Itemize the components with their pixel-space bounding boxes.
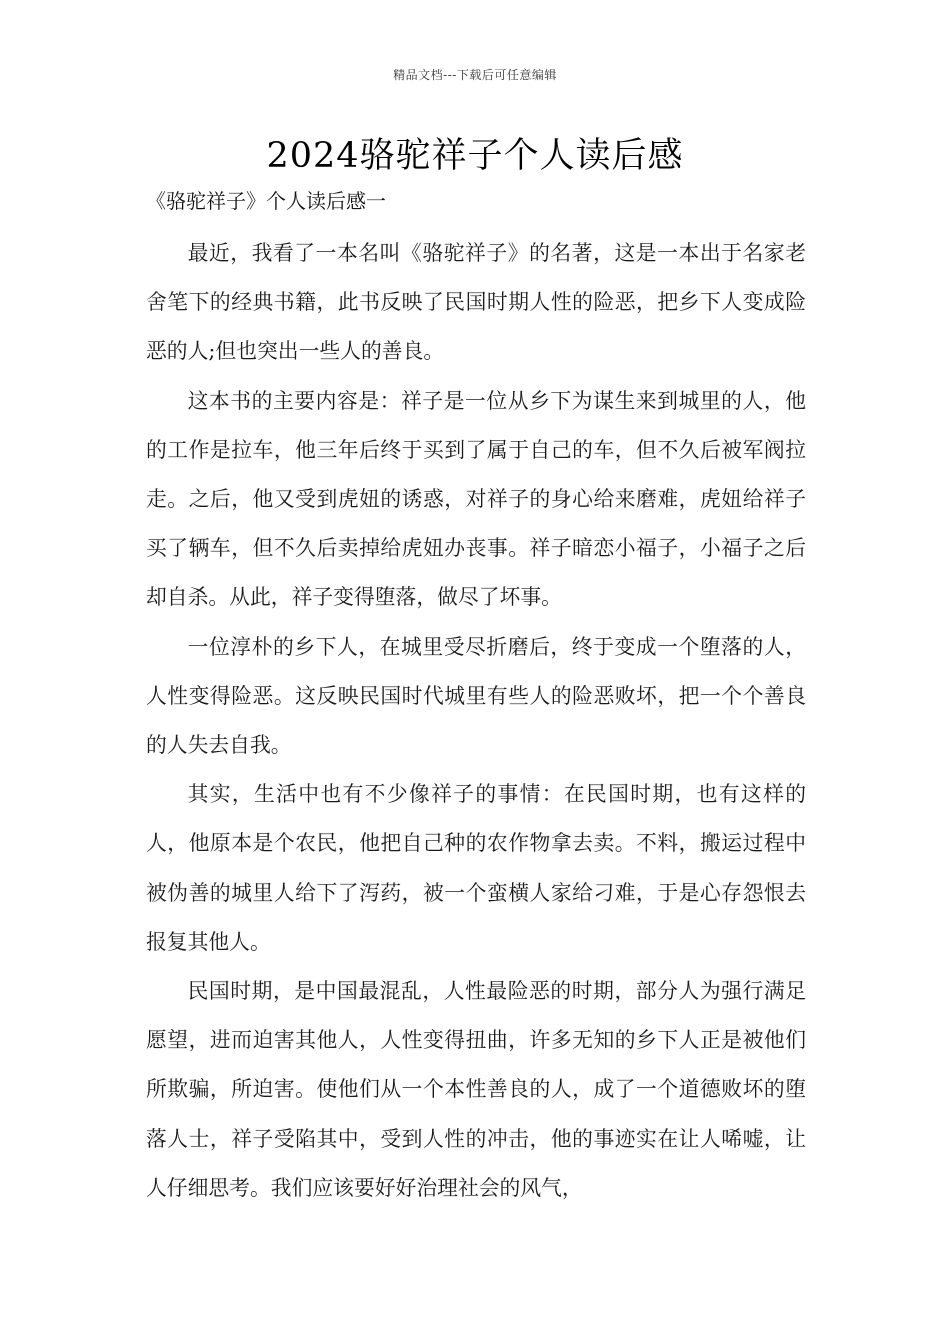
- paragraph-2: 这本书的主要内容是：祥子是一位从乡下为谋生来到城里的人，他的工作是拉车，他三年后终于买到了属于自己的车，但不久后被军阀拉走。之后，他又受到虎妞的诱惑，对祥子的身心给来磨难，虎妞给祥子买了辆车，但不久后卖掉给虎妞办丧事。祥子暗恋小福子，小福子之后却自杀。从此，祥子变得堕落，做尽了坏事。: [146, 388, 806, 610]
- paragraph-3: 一位淳朴的乡下人，在城里受尽折磨后，终于变成一个堕落的人，人性变得险恶。这反映民国时代城里有些人的险恶败坏，把一个个善良的人失去自我。: [146, 634, 806, 758]
- document-title: 2024骆驼祥子个人读后感: [266, 136, 684, 176]
- body-text: [146, 229, 806, 1213]
- header-note: 精品文档---下载后可任意编辑: [393, 68, 557, 82]
- paragraph-1: 最近，我看了一本名叫《骆驼祥子》的名著，这是一本出于名家老舍笔下的经典书籍，此书反映了民国时期人性的险恶，把乡下人变成险恶的人;但也突出一些人的善良。: [146, 241, 806, 364]
- section-subtitle: 《骆驼祥子》个人读后感一: [146, 189, 386, 213]
- paragraph-4: 其实，生活中也有不少像祥子的事情：在民国时期，也有这样的人，他原本是个农民，他把自己种的农作物拿去卖。不料，搬运过程中被伪善的城里人给下了泻药，被一个蛮横人家给刁难，于是心存怨恨去报复其他人。: [146, 782, 806, 954]
- paragraph-5: 民国时期，是中国最混乱，人性最险恶的时期，部分人为强行满足愿望，进而迫害其他人，人性变得扭曲，许多无知的乡下人正是被他们所欺骗，所迫害。使他们从一个本性善良的人，成了一个道德败坏的堕落人士，祥子受陷其中，受到人性的冲击，他的事迹实在让人唏嘘，让人仔细思考。我们应该要好好治理社会的风气，: [146, 979, 806, 1200]
